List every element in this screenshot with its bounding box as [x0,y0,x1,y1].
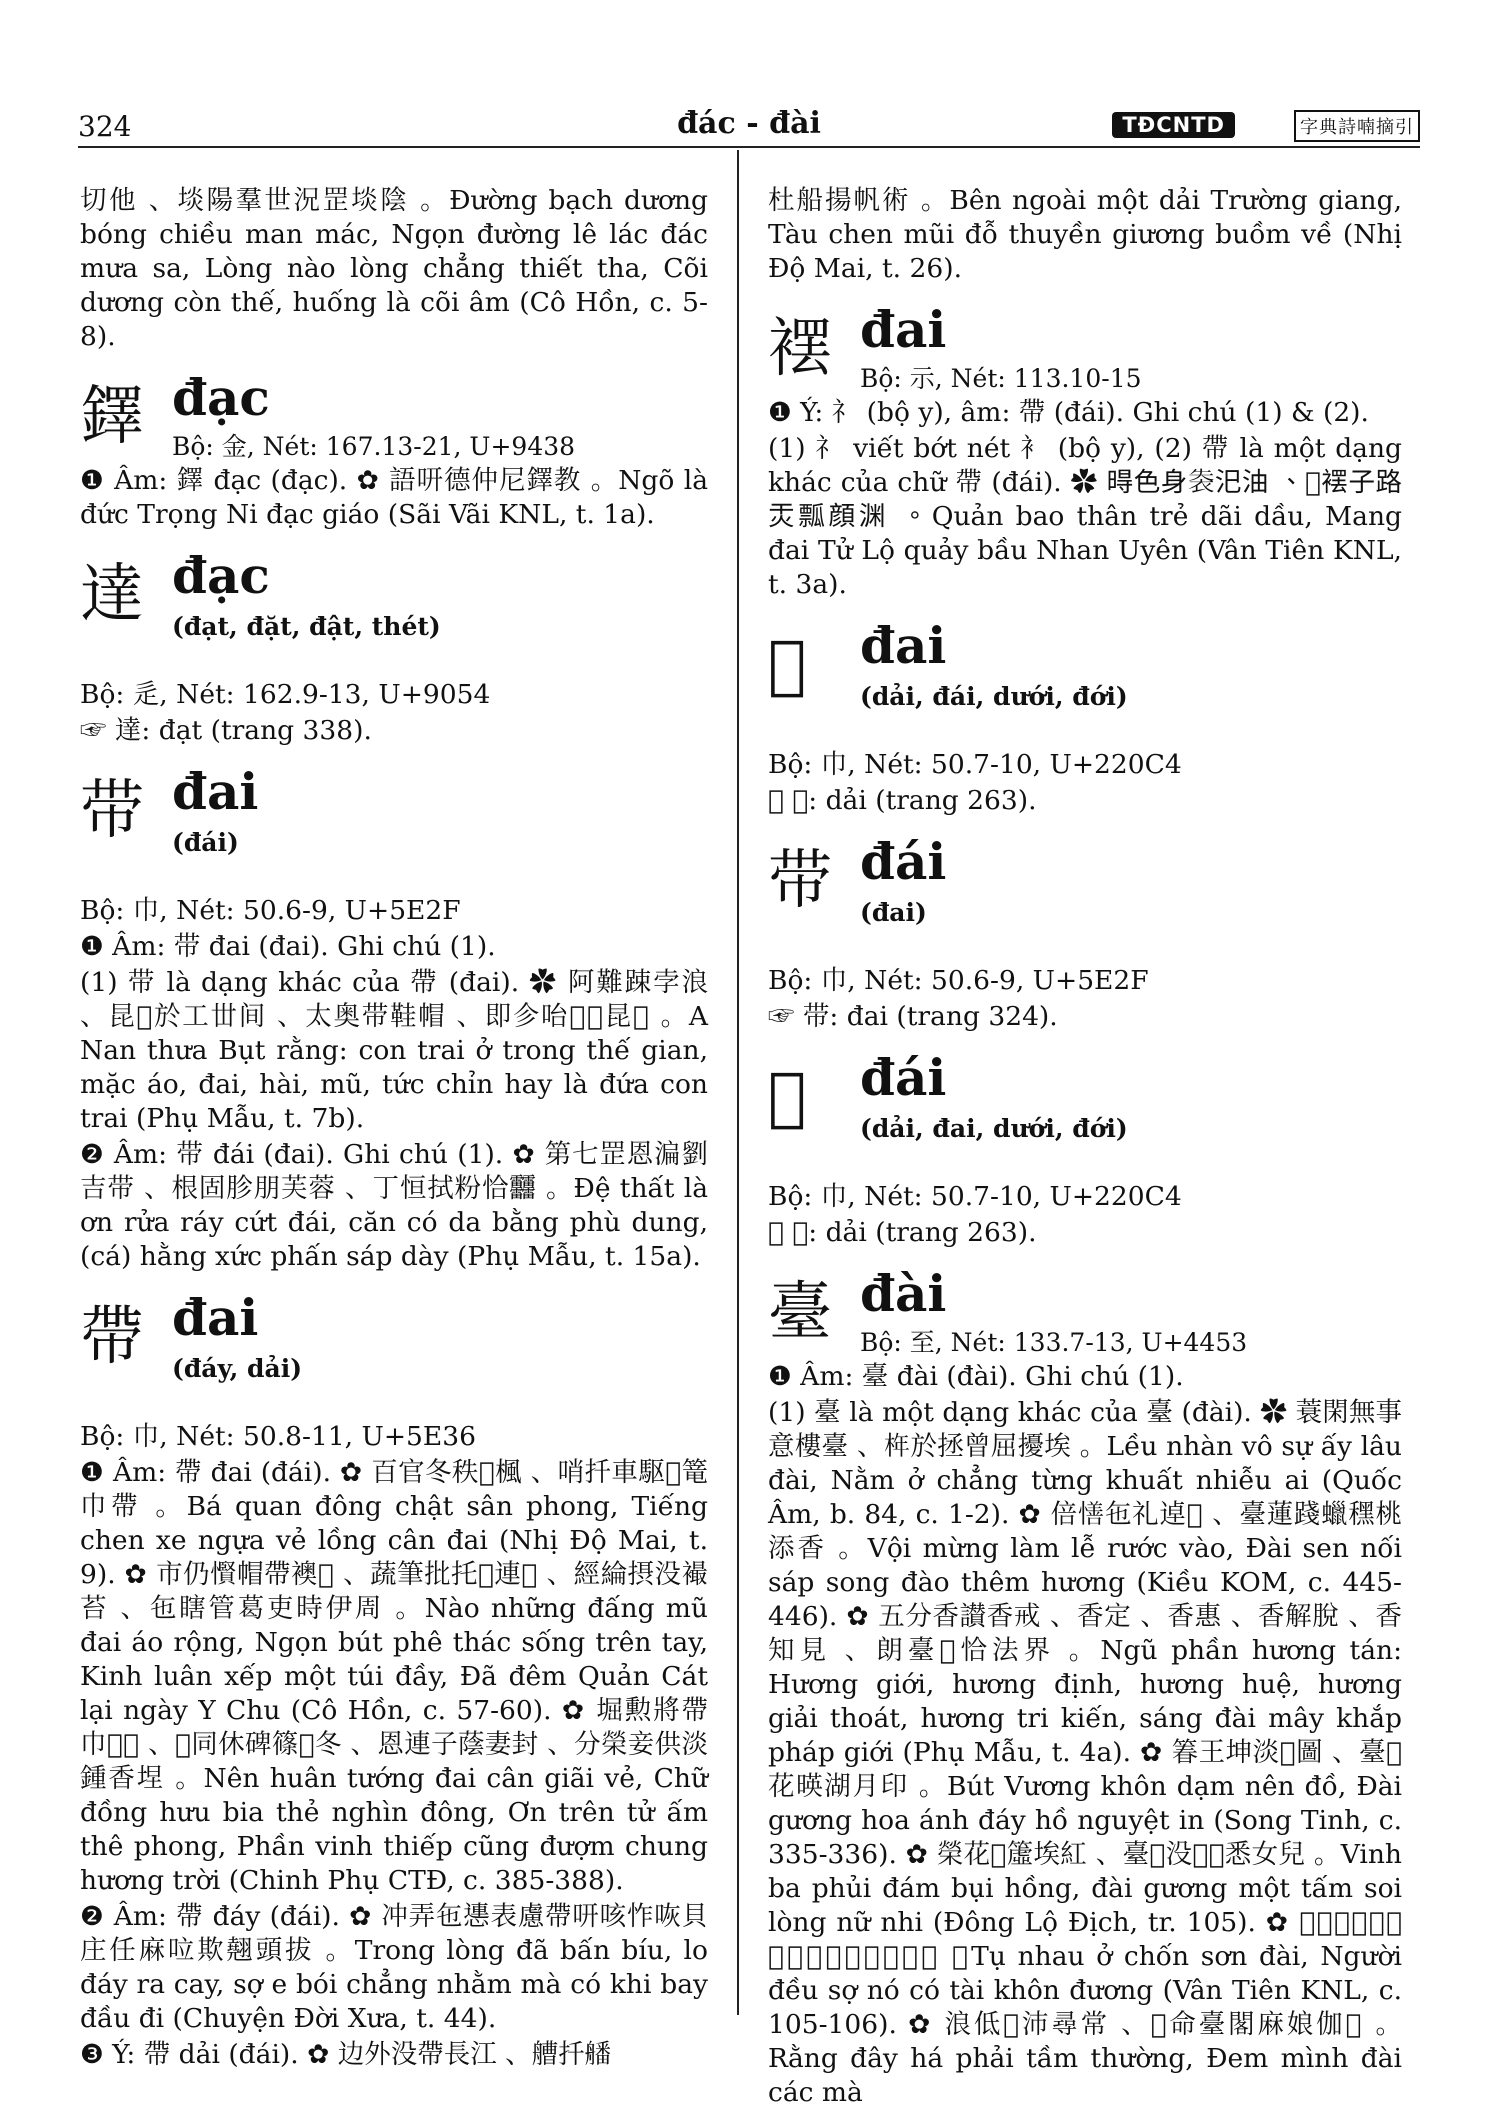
entry-radical-info: Bộ: 金, Nét: 167.13-21, U+9438 [172,432,576,461]
entry-radical-info: Bộ: 巾, Nét: 50.7-10, U+220C4 [768,1181,1182,1212]
continued-text: 切他 、埮陽羣世況罡埮陰 。Đường bạch dương bóng chiều man mác, Ngọn đường lê lác đác mưa sa, Lòng nào lòng chẳng thiết tha, Cõi dương còn thế, huống là cõi âm (Cô Hồn, c. 5-8). [80,185,708,352]
entry-definition: ❸ Ý: 帶 dải (đái). ✿ 边外没帶長江 、艚扦𦪖 [80,2039,612,2070]
entry-radical-info: Bộ: 巾, Nét: 50.8-11, U+5E36 [80,1421,476,1452]
entry-variants: (đai) [860,898,927,927]
entry-variants: (dải, đai, dưới, đới) [860,1114,1128,1143]
entry-character: 䙓 [768,312,832,386]
entry-reading: đai [172,1288,259,1347]
entry-heading [768,1264,1402,1360]
entry-definition: ❷ Âm: 带 đái (đai). Ghi chú (1). ✿ 第七罡恩㴜劉吉带 、根固胗朋芙蓉 、丁恒拭粉恰䨻 。Đệ thất là ơn rửa ráy cứt đái, căn có da bằng phù dung, (cá) hằng xức phấn sáp dày (Phụ Mẫu, t. 15a). [80,1139,708,1272]
entry-note: (1) 礻 viết bớt nét 衤 (bộ y), (2) 帶 là một dạng khác của chữ 帶 (đái). ✿ 𣈜色身𧙍汜油 、𦀊䙓子路㶣瓢顔渊 。Quản bao thân trẻ dãi dầu, Mang đai Tử Lộ quảy bầu Nhan Uyên (Vân Tiên KNL, t. 3a). [768,433,1402,600]
entry-cross-reference: ☞ 𢃄: dải (trang 263). [768,785,1037,816]
right-column [768,184,1402,2108]
entry-variants: (dải, đái, dưới, đới) [860,682,1128,711]
left-column [80,184,708,2070]
column-divider [737,150,739,2015]
entry-reading: đai [860,300,947,359]
page-number: 324 [78,110,132,143]
entry-variants: (đáy, dải) [172,1354,303,1383]
entry-character: 带 [80,774,144,848]
entry-definition: ❶ Âm: 臺 đài (đài). Ghi chú (1). [768,1361,1184,1392]
entry-reading: đạc [172,546,270,605]
entry-heading [80,1288,708,1420]
page-header [78,106,1420,148]
entry-definition: ❷ Âm: 帶 đáy (đái). ✿ 冲弄㐌㦁表慮帶咞咳怍咴貝庄任麻㕸欺翹頭拔 。Trong lòng đã bấn bíu, lo đáy ra cay, sợ e bói chẳng nhằm mà có khi bay đầu đi (Chuyện Đời Xưa, t. 44). [80,1901,708,2034]
entry-reading: đai [860,616,947,675]
entry-definition: ❶ Âm: 带 đai (đai). Ghi chú (1). [80,931,496,962]
entry-character: 𢃄 [768,1060,807,1134]
entry-heading [768,832,1402,964]
entry-radical-info: Bộ: 巾, Nét: 50.7-10, U+220C4 [768,749,1182,780]
entry-character: 臺 [768,1276,832,1350]
entry-radical-info: Bộ: 示, Nét: 113.10-15 [860,364,1142,393]
entry-reading: đài [860,1264,947,1323]
entry-note: (1) 臺 là một dạng khác của 臺 (đài). ✿ 蓑閑無事意樓臺 、𣑻於拯曾屈擾埃 。Lều nhàn vô sự ấy lâu đài, Nằm ở chẳng từng khuất nhiễu ai (Quốc Âm, b. 84, c. 1-2). ✿ 倍𢢆㐌礼逴𨖲 、臺蓮踐蠟䆀桃添香 。Vội mừng làm lễ rước vào, Đài sen nối sáp song đào thêm hương (Kiều KOM, c. 445-446). ✿ 五分香讃香戒 、香定 、香惠 、香解脫 、香知見 、朗臺𨀈恰法界 。Ngũ phần hương tán: Hương giới, hương định, hương huệ, hương giải thoát, hương tri kiến, sáng đài mây khắp pháp giới (Phụ Mẫu, t. 4a). ✿ 箺王坤淡𨫊圖 、臺𠉞花暎湖月印 。Bút Vương khôn dạm nên đồ, Đài gương hoa ánh đáy hồ nguyệt in (Song Tinh, c. 335-336). ✿ 榮花𢷀𥲤埃紅 、臺𠉞没𣎏𤇮悉女兒 。Vinh ba phủi đám bụi hồng, đài gương một tấm soi lòng nữ nhi (Đông Lộ Địch, tr. 105). ✿ 𩛷𩅹𤯩準山臺 、𩛷訥𤒶𠺙𨔍才坤當 。Tụ nhau ở chốn sơn đài, Người đều sợ nó có tài khôn đương (Vân Tiên KNL, c. 105-106). ✿ 浪低𠝎沛尋常 、𢭲命臺閣麻娘伽𠪀 。Rằng đây há phải tầm thường, Đem mình đài các mà [768,1397,1402,2108]
entry-character: 𢃄 [768,628,807,702]
entry-character: 達 [80,558,144,632]
entry-character: 带 [768,844,832,918]
entry-definition: ❶ Âm: 鐸 đạc (đạc). ✿ 語咞德仲尼鐸教 。Ngõ là đức Trọng Ni đạc giáo (Sãi Vãi KNL, t. 1a). [80,465,708,530]
publisher-logo: TĐCNTD [1112,112,1235,138]
entry-cross-reference: ☞ 達: đạt (trang 338). [80,715,372,746]
entry-variants: (đạt, đặt, đật, thét) [172,612,441,641]
entry-variants: (đái) [172,828,239,857]
entry-radical-info: Bộ: 巾, Nét: 50.6-9, U+5E2F [80,895,461,926]
entry-heading [768,1048,1402,1180]
entry-heading [768,616,1402,748]
entry-definition: ❶ Ý: 礻 (bộ y), âm: 帶 (đái). Ghi chú (1) & (2). [768,397,1369,428]
entry-reading: đạc [172,368,270,427]
entry-heading [80,762,708,894]
entry-character: 帶 [80,1300,144,1374]
entry-reading: đai [172,762,259,821]
entry-definition: ❶ Âm: 帶 đai (đái). ✿ 百官冬秩𡑝楓 、哨扦車駆𢯦篭巾帶 。Bá quan đông chật sân phong, Tiếng chen xe ngựa vẻ lồng cân đai (Nhị Độ Mai, t. 9). ✿ 市仍𢤞帽帶襖𢄂 、蔬筆批托𦹵連𢷀 、經綸摂没襊苔 、㐌瞎管葛吏時伊周 。Nào những đấng mũ đai áo rộng, Ngọn bút phê thác sống trên tay, Kinh luân xếp một túi đầy, Đã đêm Quản Cát lại ngày Y Chu (Cô Hồn, c. 57-60). ✿ 堀勲將帶巾𤈜𥿺 、𤡓同休碑篠𠦳冬 、恩連子蔭妻封 、分榮妾供淡鍾香㘿 。Nên huân tướng đai cân giãi vẻ, Chữ đồng hưu bia thẻ nghìn đông, Ơn trên tử ấm thê phong, Phần vinh thiếp cũng đượm chung hương trời (Chinh Phụ CTĐ, c. 385-388). [80,1457,708,1896]
entry-radical-info: Bộ: 辵, Nét: 162.9-13, U+9054 [80,679,491,710]
entry-cross-reference: ☞ 带: đai (trang 324). [768,1001,1058,1032]
entry-heading [768,300,1402,396]
entry-heading [80,546,708,678]
entry-radical-info: Bộ: 巾, Nét: 50.6-9, U+5E2F [768,965,1149,996]
entry-reading: đái [860,1048,947,1107]
entry-reading: đái [860,832,947,891]
entry-cross-reference: ☞ 𢃄: dải (trang 263). [768,1217,1037,1248]
entry-radical-info: Bộ: 至, Nét: 133.7-13, U+4453 [860,1328,1248,1357]
entry-note: (1) 带 là dạng khác của 帶 (đai). ✿ 阿難踈孛浪 、昆𦁺於工丗间 、太奥带鞋帽 、即㐱咍𠁑𠫾昆𦁺 。A Nan thưa Bụt rằng: con trai ở trong thế gian, mặc áo, đai, hài, mũ, tức chỉn hay là đứa con trai (Phụ Mẫu, t. 7b). [80,967,708,1134]
running-title: đác - đài [677,106,821,141]
continued-text: 杜船揚帆術 。Bên ngoài một dải Trường giang, Tàu chen mũi đỗ thuyền giương buồm về (Nhị Độ Mai, t. 26). [768,185,1402,284]
entry-heading [80,368,708,464]
dictionary-logo: 字典詩喃摘引 [1294,110,1420,142]
entry-character: 鐸 [80,380,144,454]
